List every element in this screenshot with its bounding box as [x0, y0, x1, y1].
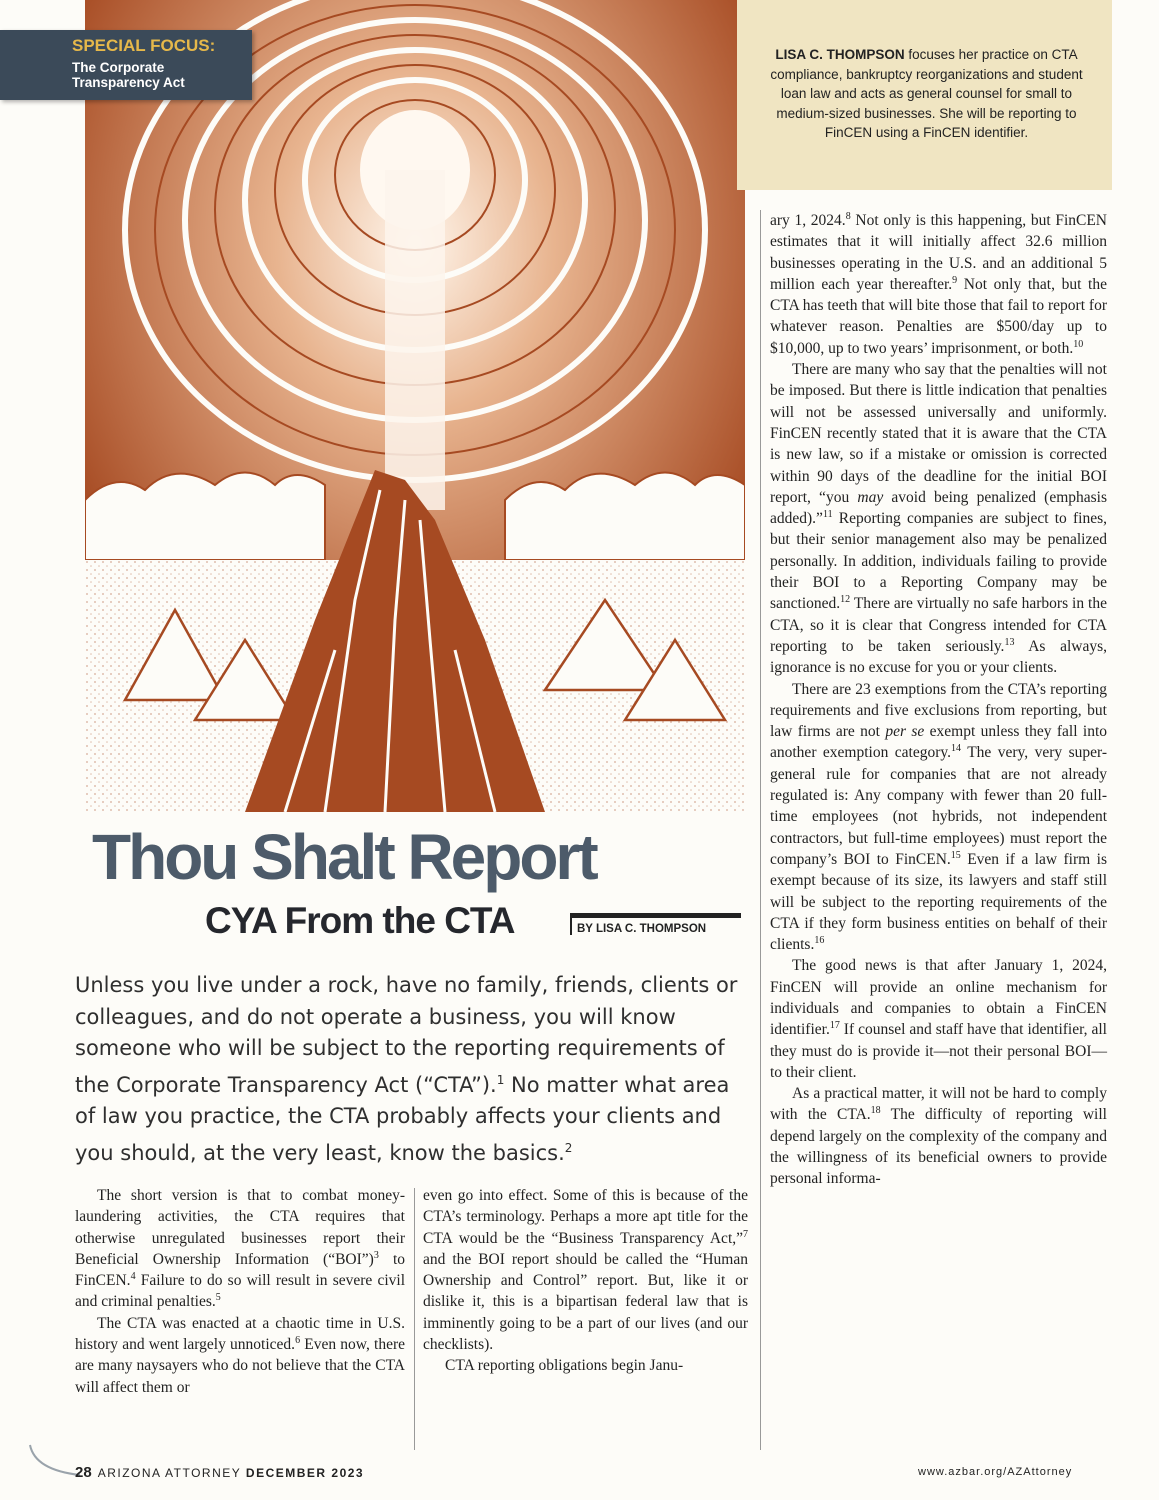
body-paragraph: The short version is that to combat money-laundering activities, the CTA requires that otherwise unregulated businesses report their Beneficial Ownership Information (“BOI”)$^3$ to FinCEN.$^4$ Failure to do so will result in severe civil and criminal penalties.$^5$: [75, 1187, 406, 1311]
lede-text: Unless you live under a rock, have no family, friends, clients or colleagues, and do not operate a business, you will know someone who will be subject to the reporting requirements of the Corporate Transparency Act (“CTA”).: [75, 973, 738, 1097]
footnote-ref: 1: [496, 1072, 505, 1087]
tag-title: SPECIAL FOCUS:: [72, 36, 216, 55]
author-bio-box: [737, 0, 1112, 190]
body-paragraph: The good news is that after January 1, 2024, FinCEN will provide an online mechanism for individuals and companies to obtain a FinCEN identifier.$^{17}$ If counsel and staff have that identifier, all they must do is provide it—not their personal BOI—to their client.: [770, 957, 1107, 1081]
body-paragraph: The CTA was enacted at a chaotic time in U.S. history and went largely unnoticed.$^6$ Even now, there are many naysayers who do not believe that the CTA will affect them or: [75, 1314, 405, 1396]
column-divider: [760, 210, 761, 1450]
cover-illustration: [85, 0, 745, 812]
bio-description: focuses her practice on CTA compliance, bankruptcy reorganizations and student loan law and acts as general counsel for small to medium-sized businesses. She will be reporting to FinCEN using a FinCEN identifier.: [770, 47, 1083, 140]
lede-text: No matter what area of law you practice, the CTA probably affects your clients and you should, at the very least, know the basics.: [75, 1072, 730, 1165]
body-paragraph: even go into effect. Some of this is because of the CTA’s terminology. Perhaps a more apt title for the CTA would be the “Business Transparency Act,”$^7$ and the BOI report should be called the “Human Ownership and Control” report. But, like it or dislike it, this is a bipartisan federal law that is imminently going to be a part of our lives (and our checklists).: [423, 1187, 748, 1354]
issue-date: DECEMBER 2023: [245, 1466, 365, 1480]
body-paragraph: CTA reporting obligations begin Janu-: [445, 1357, 684, 1375]
tag-subtitle: The Corporate Transparency Act: [72, 60, 185, 90]
special-focus-tag: [0, 30, 252, 100]
column-divider: [414, 1188, 415, 1450]
footer-folio: [75, 1464, 370, 1481]
byline: BY LISA C. THOMPSON: [570, 913, 741, 935]
footnote-ref: 2: [564, 1140, 573, 1155]
article-subtitle: CYA From the CTA: [205, 900, 515, 941]
publication-name: ARIZONA ATTORNEY: [97, 1466, 242, 1480]
article-title: Thou Shalt Report: [92, 821, 596, 893]
footer-url[interactable]: www.azbar.org/AZAttorney: [918, 1466, 1073, 1478]
lede-paragraph: [75, 970, 755, 1169]
author-name: LISA C. THOMPSON: [775, 47, 905, 62]
body-column-3: [770, 210, 1107, 1190]
author-bio-text: [759, 45, 1094, 143]
page-number: 28: [75, 1464, 92, 1481]
body-column-1: [75, 1185, 405, 1398]
body-paragraph: There are many who say that the penalties will not be imposed. But there is little indication that penalties will not be assessed universally and uniformly. FinCEN recently stated that it is aware that the CTA is new law, so if a mistake or omission is corrected within 90 days of the deadline for the initial BOI report, “you may avoid being penalized (emphasis added).”$^{11}$ Reporting companies are subject to fines, but their senior management also may be penalized personally. In addition, individuals failing to provide their BOI to a Reporting Company may be sanctioned.$^{12}$ There are virtually no safe harbors in the CTA, so it is clear that Congress intended for CTA reporting to be taken seriously.$^{13}$ As always, ignorance is no excuse for you or your clients.: [770, 361, 1108, 677]
body-paragraph: ary 1, 2024.$^8$ Not only is this happening, but FinCEN estimates that it will initially affect 32.6 million businesses operating in the U.S. and an additional 5 million each year thereafter.$^9$ Not only that, but the CTA has teeth that will bite those that fail to report for whatever reason. Penalties are $500/day up to $10,000, up to two years’ imprisonment, or both.$^{10}$: [770, 210, 1107, 357]
body-paragraph: As a practical matter, it will not be hard to comply with the CTA.$^{18}$ The difficulty of reporting will depend largely on the complexity of the company and the willingness of its beneficial owners to provide personal informa-: [770, 1085, 1107, 1188]
body-column-2: [423, 1185, 748, 1377]
body-paragraph: There are 23 exemptions from the CTA’s reporting requirements and five exclusions from reporting, but law firms are not per se exempt unless they fall into another exemption category.$^{14}$ The very, very super-general rule for companies that are not already regulated is: Any company with fewer than 20 full-time employees (not hybrids, not independent contractors, but full-time employees) must report the company’s BOI to FinCEN.$^{15}$ Even if a law firm is exempt because of its size, its lawyers and staff still will be subject to the reporting requirements of the CTA if they form business entities on behalf of their clients.$^{16}$: [770, 680, 1108, 954]
mountain-clouds-illustration: [85, 0, 745, 812]
